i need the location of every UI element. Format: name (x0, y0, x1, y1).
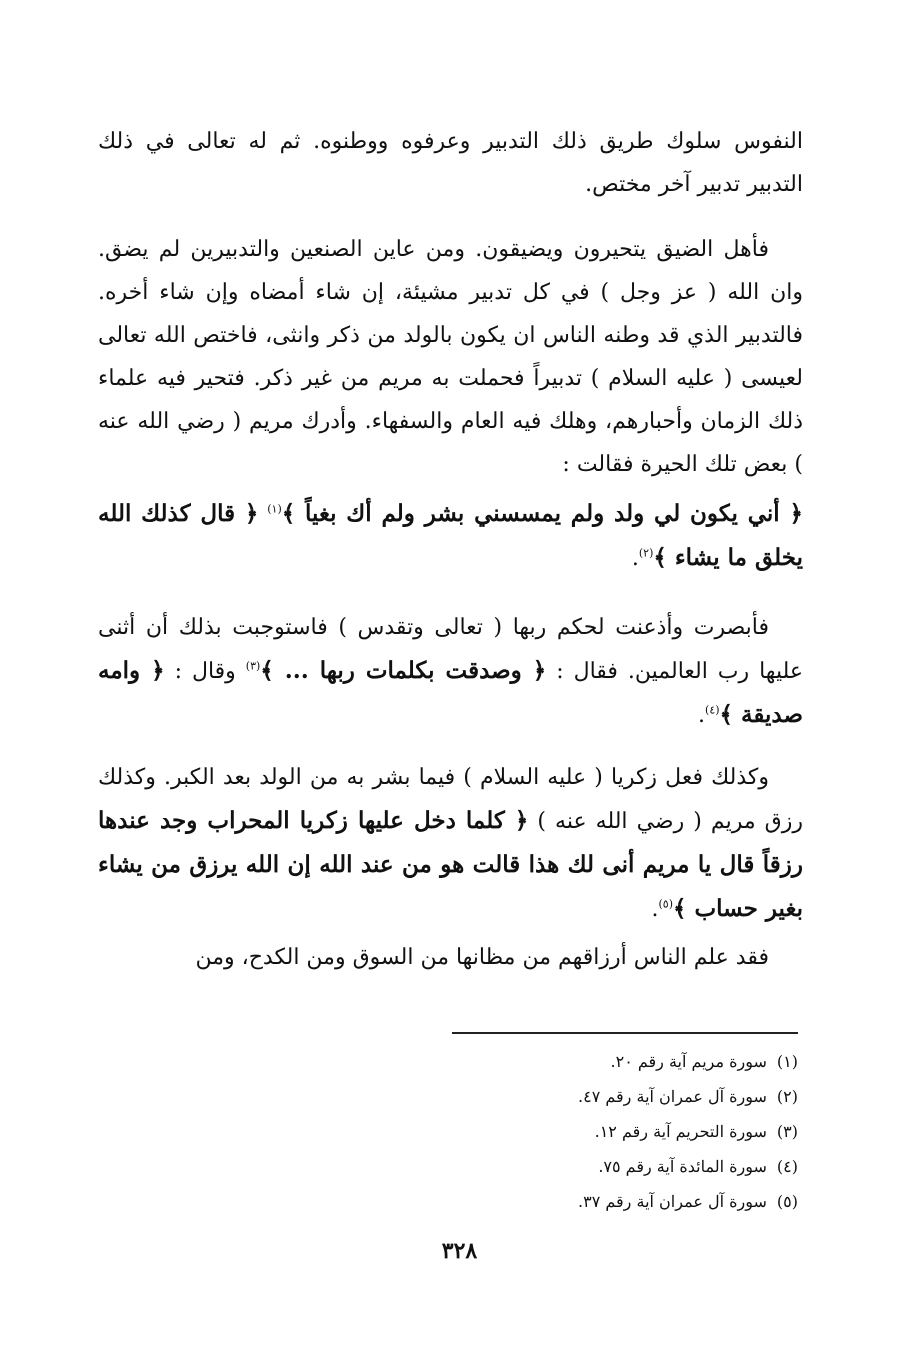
paragraph-5-end: . (651, 897, 659, 922)
footnote-ref-2: (٢) (638, 546, 654, 560)
footnote-text: سورة المائدة آية رقم ٧٥. (598, 1157, 767, 1176)
quran-verse-1: ﴿ أني يكون لي ولد ولم يمسسني بشر ولم أك بغياً ﴾ (281, 500, 803, 527)
footnote-number: (٢) (776, 1087, 798, 1106)
page-number: ٣٢٨ (441, 1238, 478, 1264)
quran-verse-5: ﴿ كلما دخل عليها زكريا المحراب وجد عندها رزقاً قال يا مريم أنى لك هذا قالت هو من عند الله إن الله يرزق من يشاء بغير حساب ﴾ (98, 807, 803, 922)
paragraph-3-quran-quote (98, 492, 803, 580)
quran-verse-2: ﴿ قال كذلك الله يخلق ما يشاء ﴾ (98, 500, 803, 571)
paragraph-3-end: . (631, 546, 639, 571)
quran-verse-4: ﴿ وامه صديقة ﴾ (98, 657, 803, 728)
footnote-text: سورة آل عمران آية رقم ٣٧. (578, 1192, 767, 1211)
paragraph-4 (98, 606, 803, 737)
paragraph-4-text-1: فأبصرت وأذعنت لحكم ربها ( تعالى وتقدس ) فاستوجبت بذلك أن أثنى عليها رب العالمين. فقال : (98, 615, 803, 684)
footnote-number: (٤) (776, 1157, 798, 1176)
paragraph-5 (98, 756, 803, 931)
footnote-ref-4: (٤) (705, 703, 720, 717)
footnote-ref-3: (٣) (245, 659, 261, 673)
footnote-item (452, 1079, 798, 1114)
paragraph-1: النفوس سلوك طريق ذلك التدبير وعرفوه ووطنوه. ثم له تعالى في ذلك التدبير تدبير آخر مختص. (98, 129, 803, 197)
footnote-number: (٣) (776, 1122, 798, 1141)
quran-verse-3: ﴿ وصدقت بكلمات ربها ... ﴾ (260, 657, 547, 684)
footnote-number: (٥) (776, 1192, 798, 1211)
paragraph-4-end: . (698, 703, 706, 728)
paragraph-6: فقد علم الناس أرزاقهم من مظانها من السوق ومن الكدح، ومن (195, 945, 769, 970)
paragraph-4-text-2: وقال : (164, 659, 246, 684)
footnote-ref-5: (٥) (658, 897, 673, 911)
footnote-divider (452, 1032, 798, 1034)
footnote-item (452, 1184, 798, 1219)
footnotes-list (452, 1044, 798, 1219)
paragraph-2: فأهل الضيق يتحيرون ويضيقون. ومن عاين الصنعين والتدبيرين لم يضق. وان الله ( عز وجل ) في كل تدبير مشيئة، إن شاء أمضاه وإن شاء أخره. فالتدبير الذي قد وطنه الناس ان يكون بالولد من ذكر وانثى، فاختص الله تعالى لعيسى ( عليه السلام ) تدبيراً فحملت به مريم من غير ذكر. فتحير فيه علماء ذلك الزمان وأحبارهم، وهلك فيه العام والسفهاء. وأدرك مريم ( رضي الله عنه ) بعض تلك الحيرة فقالت : (98, 237, 803, 477)
footnote-text: سورة التحريم آية رقم ١٢. (594, 1122, 767, 1141)
footnote-item (452, 1114, 798, 1149)
paragraph-5-text-1: وكذلك فعل زكريا ( عليه السلام ) فيما بشر به من الولد بعد الكبر. وكذلك رزق مريم ( رضي الله عنه ) (98, 765, 803, 834)
footnote-number: (١) (776, 1052, 798, 1071)
footnote-text: سورة آل عمران آية رقم ٤٧. (578, 1087, 767, 1106)
footnote-ref-1: (١) (267, 502, 282, 516)
footnote-item (452, 1044, 798, 1079)
footnote-item (452, 1149, 798, 1184)
footnote-text: سورة مريم آية رقم ٢٠. (610, 1052, 767, 1071)
